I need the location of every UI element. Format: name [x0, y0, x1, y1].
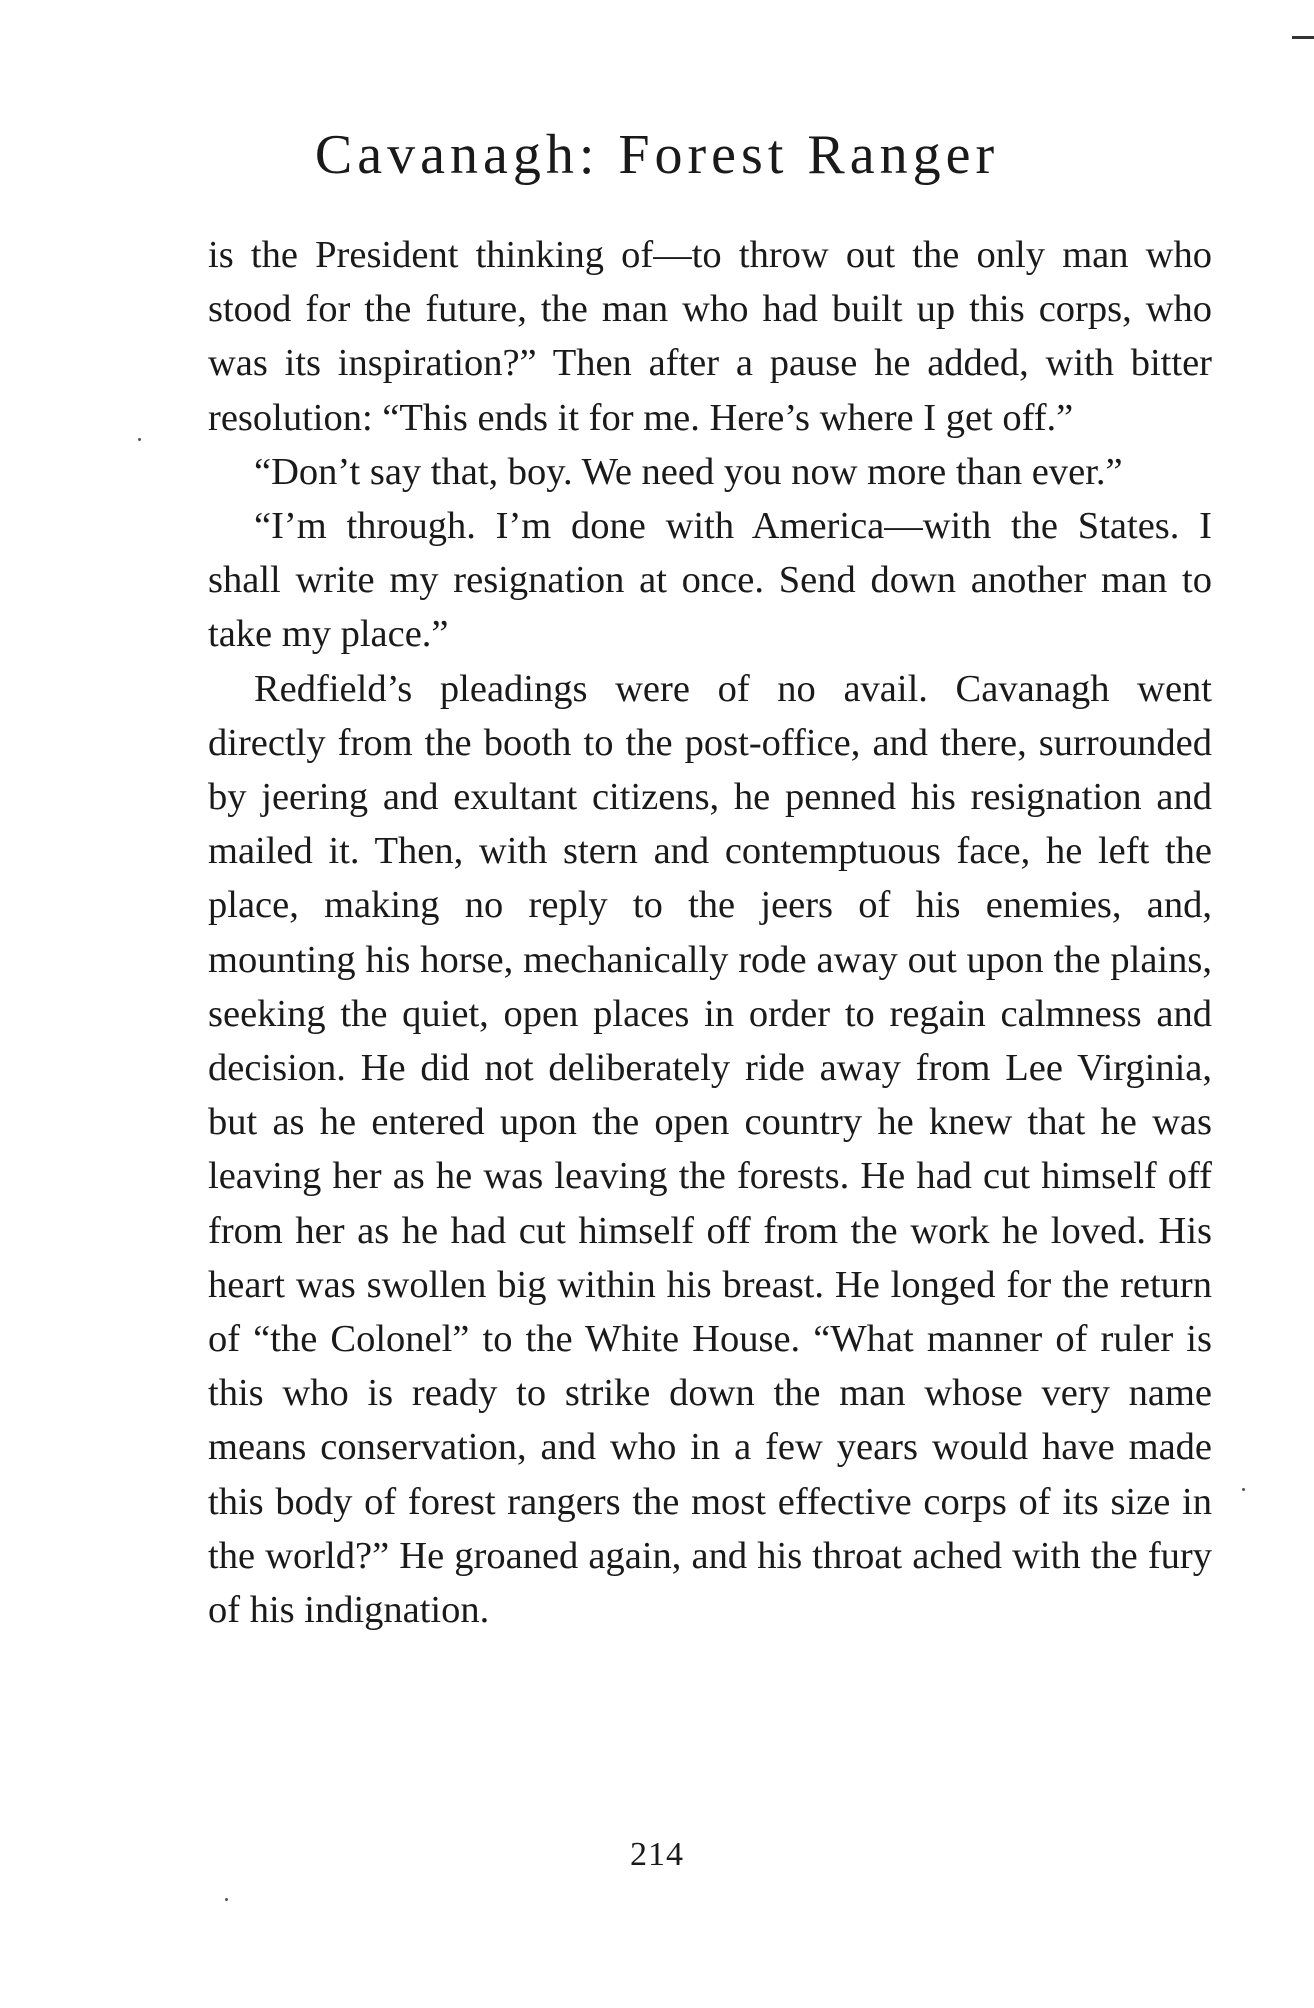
paragraph: “I’m through. I’m done with America—with the States. I shall write my resignation at once. Send down another man to take my place.”: [208, 505, 1212, 656]
scan-speck: [1242, 1488, 1245, 1491]
scan-speck: [225, 1898, 228, 1901]
paragraph: is the President thinking of—to throw out the only man who stood for the future, the man who had built up this corps, who was its inspiration?” Then after a pause he added, with bitter resolution: “This ends it for me. Here’s where I get off.”: [208, 234, 1212, 439]
page-number: 214: [630, 1836, 684, 1873]
body-text: [208, 228, 1212, 1637]
paragraph: “Don’t say that, boy. We need you now more than ever.”: [254, 450, 1123, 493]
scan-edge-mark: [1292, 36, 1314, 39]
paragraph: Redfield’s pleadings were of no avail. Cavanagh went directly from the booth to the post-office, and there, surrounded by jeering and exultant citizens, he penned his resignation and mailed it. Then, with stern and contemptuous face, he left the place, making no reply to the jeers of his enemies, and, mounting his horse, mechanically rode away out upon the plains, seeking the quiet, open places in order to regain calmness and decision. He did not deliberately ride away from Lee Virginia, but as he entered upon the open country he knew that he was leaving her as he was leaving the forests. He had cut himself off from her as he had cut himself off from the work he loved. His heart was swollen big within his breast. He longed for the return of “the Colonel” to the White House. “What manner of ruler is this who is ready to strike down the man whose very name means conservation, and who in a few years would have made this body of forest rangers the most effective corps of its size in the world?” He groaned again, and his throat ached with the fury of his indignation.: [208, 667, 1212, 1632]
running-head: Cavanagh: Forest Ranger: [314, 124, 1000, 186]
scan-speck: [138, 438, 141, 441]
